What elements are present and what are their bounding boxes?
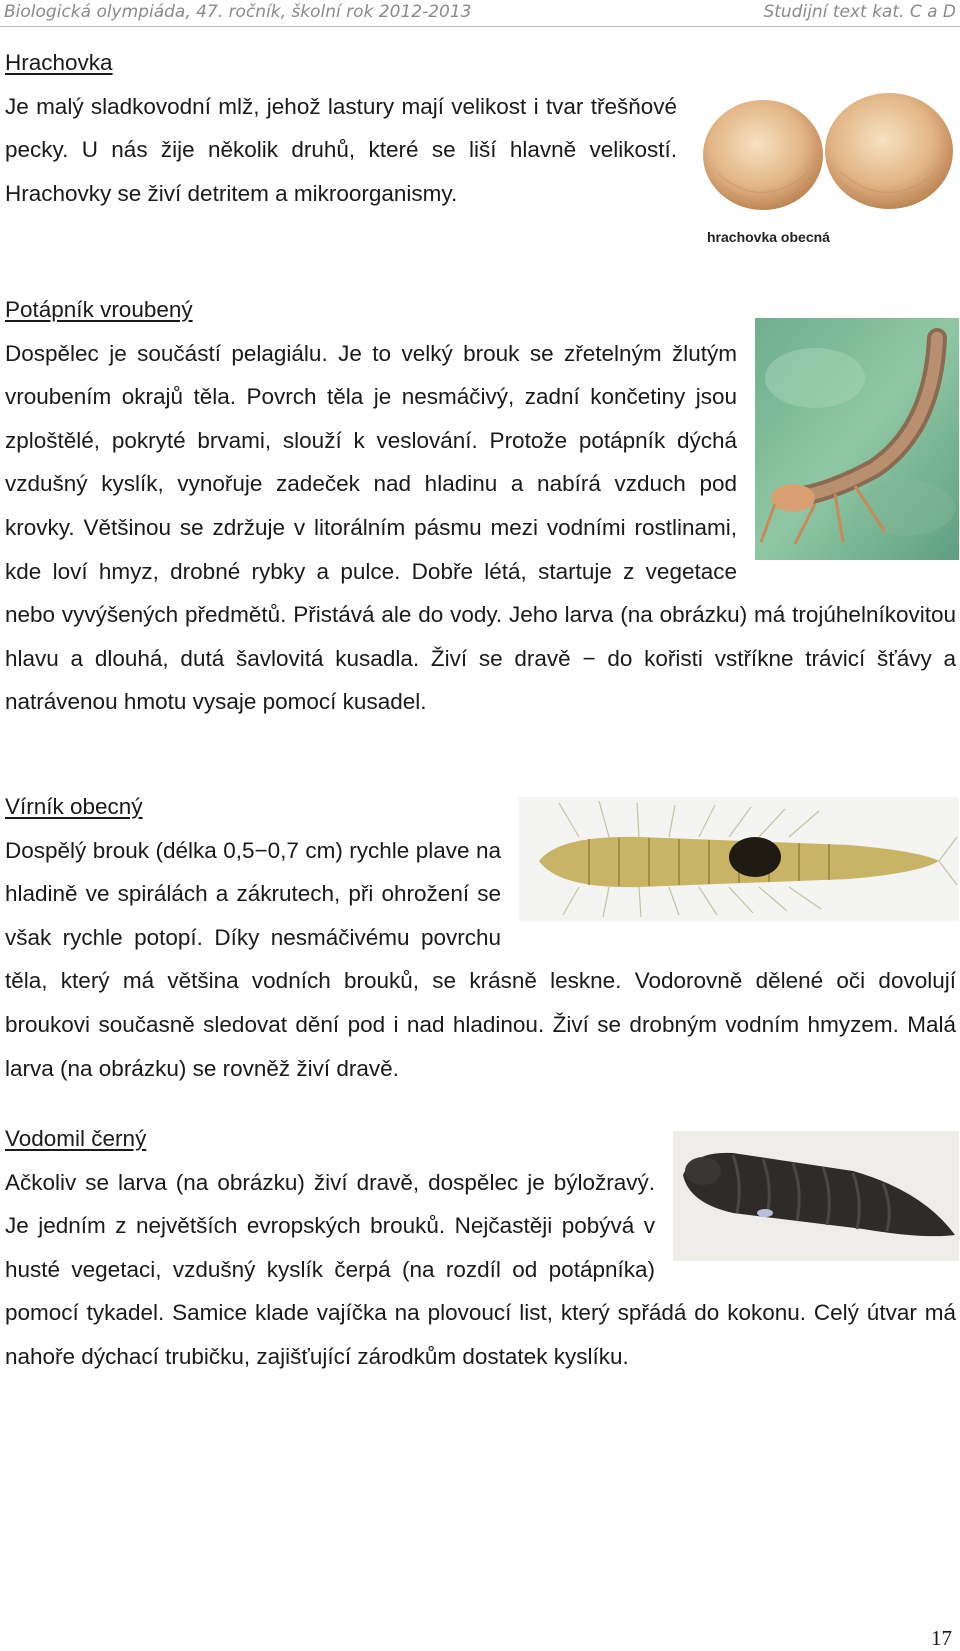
section-text: Je malý sladkovodní mlž, jehož lastury mají velikost i tvar třešňové pecky. U nás žije několik druhů, které se liší hlavně velikostí. Hrachovky se živí detritem a mikroorganismy. [5,93,677,206]
section-hrachovka [5,41,956,263]
page-header [0,0,960,27]
hrachovka-image [695,63,959,263]
section-virnik [5,785,956,1090]
section-text: Dospělý brouk (délka 0,5−0,7 cm) rychle plave na hladině ve spirálách a zákrutech, při ohrožení se však rychle potopí. Díky nesmáčivému povrchu těla, který má většina vodních brouků, se krásně leskne. Vodorovně dělené oči dovolují broukovi současně sledovat dění pod i nad hladinou. Živí se drobným vodním hmyzem. Malá larva (na obrázku) se rovněž živí dravě. [5,837,956,1081]
section-title: Hrachovka [5,50,113,75]
section-title: Potápník vroubený [5,297,193,322]
virnik-larva-image [519,797,959,921]
section-potapnik [5,288,956,724]
section-text: Ačkoliv se larva (na obrázku) živí dravě, dospělec je býložravý. Je jedním z největších evropských brouků. Nejčastěji pobývá v husté vegetaci, vzdušný kyslík čerpá (na rozdíl od potápníka) pomocí tykadel. Samice klade vajíčka na plovoucí list, který spřádá do kokonu. Celý útvar má nahoře dýchací trubičku, zajišťující zárodkům dostatek kyslíku. [5,1169,956,1369]
potapnik-larva-image [755,318,959,560]
vodomil-larva-image [673,1131,959,1261]
section-title: Vírník obecný [5,794,143,819]
header-left: Biologická olympiáda, 47. ročník, školní rok 2012-2013 [4,2,472,22]
header-right: Studijní text kat. C a D [763,2,956,22]
section-text: Dospělec je součástí pelagiálu. Je to velký brouk se zřetelným žlutým vroubením okrajů těla. Povrch těla je nesmáčivý, zadní končetiny jsou zploštělé, pokryté brvami, slouží k veslování. Protože potápník dýchá vzdušný kyslík, vynořuje zadeček nad hladinu a nabírá vzduch pod krovky. Většinou se zdržuje v litorálním pásmu mezi vodními rostlinami, kde loví hmyz, drobné rybky a pulce. Dobře létá, startuje z vegetace nebo vyvýšených předmětů. Přistává ale do vody. Jeho larva (na obrázku) má trojúhelníkovitou hlavu a dlouhá, dutá šavlovitá kusadla. Živí se dravě − do kořisti vstříkne trávicí šťávy a natrávenou hmotu vysaje pomocí kusadel. [5,340,956,715]
section-vodomil [5,1117,956,1379]
page-number: 17 [931,1626,952,1650]
section-title: Vodomil černý [5,1126,147,1151]
hrachovka-caption: hrachovka obecná [707,229,830,245]
